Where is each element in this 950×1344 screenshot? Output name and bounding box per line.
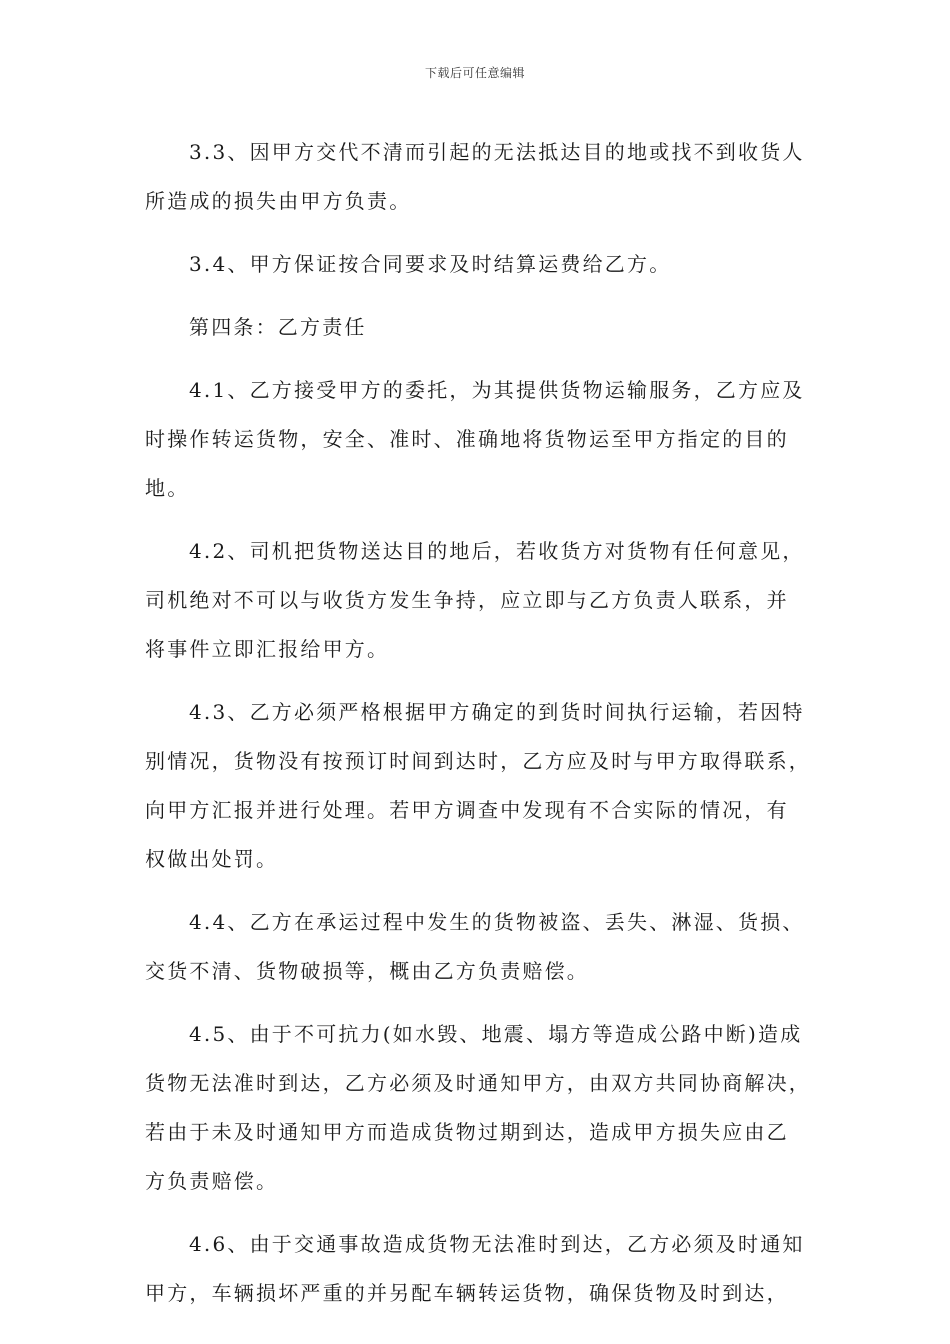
text-line: 货物无法准时到达，乙方必须及时通知甲方，由双方共同协商解决， [145,1071,811,1095]
text-line: 司机绝对不可以与收货方发生争持，应立即与乙方负责人联系，并 [145,588,789,612]
text-line: 若由于未及时通知甲方而造成货物过期到达，造成甲方损失应由乙 [145,1120,789,1144]
section-heading-article-4 [145,303,815,352]
text-line: 3.3、因甲方交代不清而引起的无法抵达目的地或找不到收货人 [189,140,805,164]
clause-4-3 [145,688,815,884]
text-line: 4.2、司机把货物送达目的地后，若收货方对货物有任何意见， [189,539,805,563]
page-header: 下载后可任意编辑 [424,66,525,80]
text-line: 4.3、乙方必须严格根据甲方确定的到货时间执行运输，若因特 [189,700,805,724]
text-line: 3.4、甲方保证按合同要求及时结算运费给乙方。 [189,252,672,276]
clause-4-6 [145,1220,815,1318]
text-line: 4.6、由于交通事故造成货物无法准时到达，乙方必须及时通知 [189,1232,805,1256]
text-line: 地。 [145,476,190,500]
text-line: 方负责赔偿。 [145,1169,279,1193]
clause-3-4 [145,240,815,289]
text-line: 时操作转运货物，安全、准时、准确地将货物运至甲方指定的目的 [145,427,789,451]
text-line: 4.1、乙方接受甲方的委托，为其提供货物运输服务，乙方应及 [189,378,805,402]
clause-4-5 [145,1010,815,1206]
document-body [145,128,815,1332]
clause-4-1 [145,366,815,513]
text-line: 4.4、乙方在承运过程中发生的货物被盗、丢失、淋湿、货损、 [189,910,805,934]
clause-4-2 [145,527,815,674]
clause-3-3 [145,128,815,226]
text-line: 所造成的损失由甲方负责。 [145,189,412,213]
text-line: 别情况，货物没有按预订时间到达时，乙方应及时与甲方取得联系， [145,749,811,773]
text-line: 4.5、由于不可抗力(如水毁、地震、塌方等造成公路中断)造成 [189,1022,803,1046]
clause-4-4 [145,898,815,996]
text-line: 将事件立即汇报给甲方。 [145,637,390,661]
text-line: 甲方，车辆损坏严重的并另配车辆转运货物，确保货物及时到达， [145,1281,789,1305]
text-line: 向甲方汇报并进行处理。若甲方调查中发现有不合实际的情况，有 [145,798,789,822]
text-line: 交货不清、货物破损等，概由乙方负责赔偿。 [145,959,589,983]
text-line: 第四条：乙方责任 [189,315,367,339]
text-line: 权做出处罚。 [145,847,279,871]
